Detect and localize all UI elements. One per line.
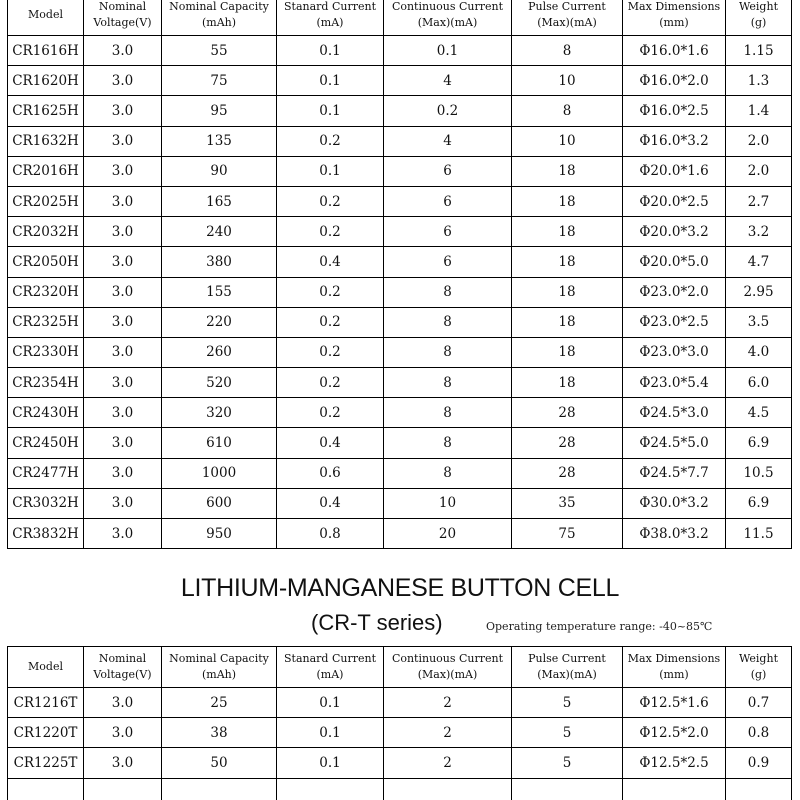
table-cell: 0.1 [384, 36, 512, 66]
table-cell: 0.4 [277, 247, 384, 277]
model-cell: CR1625H [8, 96, 84, 126]
column-header-line: Max Dimensions [627, 0, 721, 13]
table-cell: Φ16.0*2.0 [623, 66, 726, 96]
section-title: LITHIUM-MANGANESE BUTTON CELL [180, 574, 620, 602]
table-cell: 165 [162, 186, 277, 216]
table-cell: 600 [162, 488, 277, 518]
column-header [726, 0, 792, 36]
table-cell: 0.2 [277, 337, 384, 367]
model-cell: CR2430H [8, 398, 84, 428]
table-cell: 0.9 [726, 748, 792, 778]
column-header-line: (mA) [316, 668, 344, 681]
table-cell: 0.4 [277, 488, 384, 518]
table-cell: Φ24.5*7.7 [623, 458, 726, 488]
column-header-line: (mA) [316, 16, 344, 29]
column-header-line: (g) [750, 16, 767, 29]
column-header [726, 647, 792, 688]
table-cell: 6 [384, 186, 512, 216]
table-cell: 4.5 [726, 398, 792, 428]
table-cell: 3.0 [84, 337, 162, 367]
table-cell: 3.0 [84, 186, 162, 216]
column-header [512, 647, 623, 688]
table-cell: 2.7 [726, 186, 792, 216]
table-cell: 3.0 [84, 126, 162, 156]
table-cell: 0.2 [277, 126, 384, 156]
table-cell: 1.3 [726, 66, 792, 96]
t-series-table [7, 646, 792, 800]
column-header-line: Nominal [98, 0, 147, 13]
table-cell: 0.6 [277, 458, 384, 488]
table-cell: 6 [384, 217, 512, 247]
table-cell: 3.0 [84, 718, 162, 748]
model-cell: CR1225T [8, 748, 84, 778]
table-row [8, 126, 792, 156]
model-cell: CR1632H [8, 126, 84, 156]
column-header-line: Continuous Current [391, 652, 504, 665]
table-cell: 18 [512, 277, 623, 307]
table-cell: Φ24.5*3.0 [623, 398, 726, 428]
table-cell: 260 [162, 337, 277, 367]
column-header-line: Nominal Capacity [169, 652, 269, 665]
table-cell: 8 [384, 398, 512, 428]
table-cell: 3.5 [726, 307, 792, 337]
table-cell: 3.0 [84, 398, 162, 428]
table-cell: 380 [162, 247, 277, 277]
table-cell: 135 [162, 126, 277, 156]
column-header-line: Model [28, 8, 63, 21]
table-cell: 8 [384, 368, 512, 398]
table-cell: 75 [512, 519, 623, 549]
table-row [8, 36, 792, 66]
table-cell: 520 [162, 368, 277, 398]
table-cell: 2.95 [726, 277, 792, 307]
column-header-line: Stanard Current [284, 652, 376, 665]
table-cell: 8 [384, 428, 512, 458]
table-row [8, 337, 792, 367]
table-cell: Φ24.5*5.0 [623, 428, 726, 458]
table-cell: 0.2 [277, 398, 384, 428]
table-cell: 2.0 [726, 126, 792, 156]
table-cell: 3.0 [84, 217, 162, 247]
table-cell: 1.15 [726, 36, 792, 66]
column-header-line: Model [28, 660, 63, 673]
model-cell: CR2325H [8, 307, 84, 337]
table-cell: 90 [162, 156, 277, 186]
table-cell: 18 [512, 368, 623, 398]
table-cell: Φ23.0*5.4 [623, 368, 726, 398]
table-cell: 0.2 [384, 96, 512, 126]
h-series-body [8, 36, 792, 549]
table-cell: 2 [384, 718, 512, 748]
table-cell: 6.0 [726, 368, 792, 398]
table-cell: 28 [512, 428, 623, 458]
table-cell: 3.0 [84, 368, 162, 398]
table-cell: 75 [162, 66, 277, 96]
table-row [8, 778, 792, 800]
table-row [8, 458, 792, 488]
table-cell: 18 [512, 337, 623, 367]
table-row [8, 718, 792, 748]
table-cell: 8 [384, 458, 512, 488]
model-cell [8, 778, 84, 800]
table-cell: Φ12.5*1.6 [623, 688, 726, 718]
table-cell: Φ16.0*1.6 [623, 36, 726, 66]
column-header-line: Nominal Capacity [169, 0, 269, 13]
model-cell: CR2320H [8, 277, 84, 307]
table-cell: Φ23.0*3.0 [623, 337, 726, 367]
table-cell: Φ20.0*2.5 [623, 186, 726, 216]
table-cell: 3.0 [84, 307, 162, 337]
column-header [277, 647, 384, 688]
table-cell: 0.1 [277, 96, 384, 126]
operating-temperature: Operating temperature range: -40~85℃ [486, 620, 713, 633]
table-cell: 6.9 [726, 488, 792, 518]
table-row [8, 368, 792, 398]
column-header-line: Continuous Current [391, 0, 504, 13]
table-cell [384, 778, 512, 800]
column-header-line: (Max)(mA) [537, 16, 597, 29]
table-cell: 3.0 [84, 488, 162, 518]
table-row [8, 247, 792, 277]
column-header [8, 0, 84, 36]
model-cell: CR3832H [8, 519, 84, 549]
table-row [8, 688, 792, 718]
table-cell: Φ20.0*5.0 [623, 247, 726, 277]
table-cell: 4 [384, 66, 512, 96]
model-cell: CR2330H [8, 337, 84, 367]
table-cell: 3.0 [84, 458, 162, 488]
model-cell: CR2450H [8, 428, 84, 458]
table-cell: 0.1 [277, 156, 384, 186]
model-cell: CR3032H [8, 488, 84, 518]
t-series-body [8, 688, 792, 800]
section-subtitle: (CR-T series) [311, 610, 443, 635]
table-cell: 320 [162, 398, 277, 428]
column-header-line: Weight [739, 0, 778, 13]
column-header-line: Max Dimensions [627, 652, 721, 665]
table-row [8, 307, 792, 337]
column-header [384, 647, 512, 688]
model-cell: CR2032H [8, 217, 84, 247]
column-header [623, 0, 726, 36]
table-row [8, 519, 792, 549]
table-cell: 1.4 [726, 96, 792, 126]
table-cell: 2 [384, 748, 512, 778]
table-cell: 10 [512, 126, 623, 156]
table-cell: 3.2 [726, 217, 792, 247]
table-cell [84, 778, 162, 800]
table-cell: 2 [384, 688, 512, 718]
table-cell: 0.1 [277, 66, 384, 96]
model-cell: CR2477H [8, 458, 84, 488]
model-cell: CR2354H [8, 368, 84, 398]
table-cell: 0.2 [277, 217, 384, 247]
column-header [277, 0, 384, 36]
table-cell: 5 [512, 688, 623, 718]
header-row [8, 0, 792, 36]
table-cell: 1000 [162, 458, 277, 488]
column-header-line: (mAh) [201, 668, 237, 681]
table-cell: 5 [512, 748, 623, 778]
table-cell: 18 [512, 307, 623, 337]
model-cell: CR2016H [8, 156, 84, 186]
table-cell: 28 [512, 458, 623, 488]
table-cell: 4 [384, 126, 512, 156]
column-header-line: Weight [739, 652, 778, 665]
table-cell: 28 [512, 398, 623, 428]
table-cell: 5 [512, 718, 623, 748]
table-cell [162, 778, 277, 800]
table-cell: 3.0 [84, 428, 162, 458]
table-cell: 155 [162, 277, 277, 307]
table-cell: 3.0 [84, 66, 162, 96]
column-header-line: Voltage(V) [93, 668, 152, 681]
model-cell: CR1216T [8, 688, 84, 718]
table-cell: 3.0 [84, 748, 162, 778]
table-cell: 4.7 [726, 247, 792, 277]
model-cell: CR1620H [8, 66, 84, 96]
table-cell: Φ12.5*2.0 [623, 718, 726, 748]
table-cell: 3.0 [84, 519, 162, 549]
column-header-line: (Max)(mA) [537, 668, 597, 681]
column-header-line: Nominal [98, 652, 147, 665]
table-row [8, 748, 792, 778]
table-cell: 10 [384, 488, 512, 518]
table-cell: 55 [162, 36, 277, 66]
h-series-table [7, 0, 792, 549]
column-header-line: Pulse Current [528, 0, 606, 13]
table-cell: Φ20.0*1.6 [623, 156, 726, 186]
column-header [162, 0, 277, 36]
table-cell: 18 [512, 217, 623, 247]
table-cell: 0.1 [277, 688, 384, 718]
table-cell: 8 [512, 36, 623, 66]
column-header [512, 0, 623, 36]
table-cell: 3.0 [84, 96, 162, 126]
column-header-line: Voltage(V) [93, 16, 152, 29]
table-cell: 3.0 [84, 156, 162, 186]
table-row [8, 277, 792, 307]
table-cell: 3.0 [84, 36, 162, 66]
table-cell: 6 [384, 156, 512, 186]
table-cell: 18 [512, 247, 623, 277]
model-cell: CR1616H [8, 36, 84, 66]
table-cell [277, 778, 384, 800]
table-cell [512, 778, 623, 800]
table-cell: 20 [384, 519, 512, 549]
table-row [8, 217, 792, 247]
table-cell: 0.2 [277, 186, 384, 216]
table-cell: 8 [384, 277, 512, 307]
table-row [8, 156, 792, 186]
table-cell: Φ38.0*3.2 [623, 519, 726, 549]
table-cell: Φ16.0*3.2 [623, 126, 726, 156]
column-header-line: Stanard Current [284, 0, 376, 13]
table-cell: Φ23.0*2.5 [623, 307, 726, 337]
table-cell: Φ23.0*2.0 [623, 277, 726, 307]
table-cell: 0.8 [277, 519, 384, 549]
table-cell: 8 [384, 307, 512, 337]
table-row [8, 428, 792, 458]
table-cell: 8 [512, 96, 623, 126]
table-row [8, 186, 792, 216]
table-cell: 6 [384, 247, 512, 277]
table-cell: 10 [512, 66, 623, 96]
table-cell: Φ12.5*2.5 [623, 748, 726, 778]
table-cell: 0.1 [277, 748, 384, 778]
column-header-line: Pulse Current [528, 652, 606, 665]
table-cell: Φ20.0*3.2 [623, 217, 726, 247]
column-header [8, 647, 84, 688]
column-header [84, 647, 162, 688]
table-cell: 0.2 [277, 368, 384, 398]
column-header [384, 0, 512, 36]
table-cell: 0.7 [726, 688, 792, 718]
table-cell: 18 [512, 156, 623, 186]
column-header-line: (mm) [659, 668, 689, 681]
table-cell: 240 [162, 217, 277, 247]
table-row [8, 66, 792, 96]
table-cell: 95 [162, 96, 277, 126]
table-cell: 950 [162, 519, 277, 549]
table-cell: 10.5 [726, 458, 792, 488]
table-cell: 2.0 [726, 156, 792, 186]
column-header-line: (Max)(mA) [417, 16, 478, 29]
table-cell: 220 [162, 307, 277, 337]
table-cell [726, 778, 792, 800]
column-header-line: (mAh) [201, 16, 237, 29]
column-header-line: (g) [750, 668, 767, 681]
column-header [623, 647, 726, 688]
table-cell: 38 [162, 718, 277, 748]
table-cell: 3.0 [84, 247, 162, 277]
table-row [8, 488, 792, 518]
table-cell: 25 [162, 688, 277, 718]
table-row [8, 96, 792, 126]
table-cell: 0.2 [277, 307, 384, 337]
model-cell: CR2025H [8, 186, 84, 216]
table-cell: 4.0 [726, 337, 792, 367]
table-cell: 0.4 [277, 428, 384, 458]
table-cell: 3.0 [84, 688, 162, 718]
table-row [8, 398, 792, 428]
model-cell: CR2050H [8, 247, 84, 277]
table-cell: Φ30.0*3.2 [623, 488, 726, 518]
table-cell: 11.5 [726, 519, 792, 549]
table-cell: 0.1 [277, 718, 384, 748]
table-cell: 8 [384, 337, 512, 367]
table-cell: 0.2 [277, 277, 384, 307]
header-row [8, 647, 792, 688]
table-cell: 0.8 [726, 718, 792, 748]
column-header [162, 647, 277, 688]
table-cell: 18 [512, 186, 623, 216]
table-cell [623, 778, 726, 800]
table-cell: 610 [162, 428, 277, 458]
column-header-line: (Max)(mA) [417, 668, 478, 681]
model-cell: CR1220T [8, 718, 84, 748]
table-cell: Φ16.0*2.5 [623, 96, 726, 126]
table-cell: 0.1 [277, 36, 384, 66]
column-header-line: (mm) [659, 16, 689, 29]
column-header [84, 0, 162, 36]
table-cell: 35 [512, 488, 623, 518]
table-cell: 6.9 [726, 428, 792, 458]
table-cell: 50 [162, 748, 277, 778]
table-cell: 3.0 [84, 277, 162, 307]
